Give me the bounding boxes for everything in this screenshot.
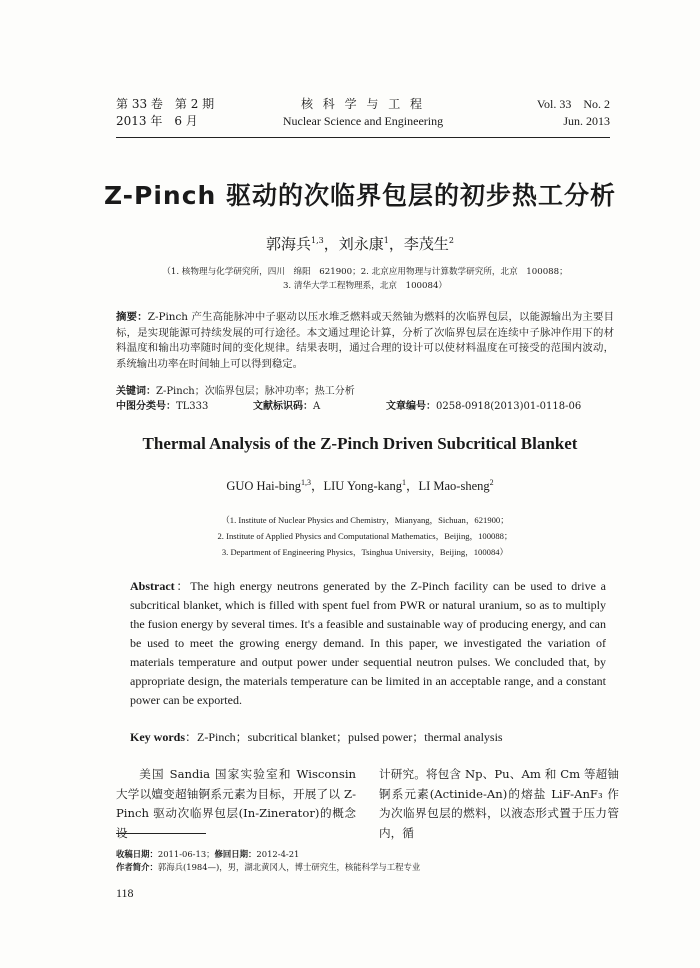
- journal-name-cn: 核 科 学 与 工 程: [300, 97, 426, 111]
- body-column-right: 计研究。将包含 Np、Pu、Am 和 Cm 等超铀锕系元素(Actinide-An)的熔盐 LiF-AnF₃ 作为次临界包层的燃料，以液态形式置于压力管内，循: [379, 767, 619, 840]
- author-3-en: ，LI Mao-sheng: [405, 479, 490, 493]
- affiliations-en: [120, 512, 610, 560]
- author-1-cn-sup: 1,3: [311, 236, 324, 245]
- article-value: 0258-0918(2013)01-0118-06: [436, 401, 582, 412]
- date-cn: 2013 年 6 月: [116, 114, 198, 128]
- received-label: 收稿日期：: [116, 849, 158, 859]
- keywords-en-label: Key words: [130, 730, 185, 744]
- clc-code: [116, 399, 209, 414]
- doc-value: A: [313, 401, 321, 412]
- article-label: 文章编号：: [386, 401, 436, 412]
- title-cn: Z-Pinch 驱动的次临界包层的初步热工分析: [103, 181, 617, 210]
- author-3-en-sup: 2: [489, 477, 494, 487]
- keywords-en-text: ：Z-Pinch；subcritical blanket；pulsed power；thermal analysis: [185, 730, 503, 744]
- page-number: 118: [116, 886, 134, 900]
- abstract-cn-text: Z-Pinch 产生高能脉冲中子驱动以压水堆乏燃料或天然铀为燃料的次临界包层，以能源输出为主要目标，是实现能源可持续发展的可行途径。本文通过理论计算，分析了次临界包层在连续中子脉冲作用下的材料温度和输出功率随时间的变化规律。结果表明，通过合理的设计可以使材料温度在可接受的范围内波动，系统输出功率在时间轴上可以得到稳定。: [116, 311, 614, 370]
- header-center: [266, 96, 460, 130]
- abstract-en: [130, 577, 606, 710]
- author-1-en-sup: 1,3: [300, 477, 311, 487]
- volume-issue-cn: 第 33 卷 第 2 期: [116, 97, 215, 111]
- author-3-cn-sup: 2: [448, 236, 454, 245]
- affiliations-cn: [120, 265, 610, 293]
- meta-cn: [116, 384, 614, 414]
- affiliation-en-line: 3. Department of Engineering Physics，Tsinghua University，Beijing，100084）: [221, 547, 509, 557]
- article-number: [386, 399, 582, 414]
- abstract-cn-label: 摘要：: [116, 311, 148, 323]
- keywords-cn-label: 关键词：: [116, 386, 156, 397]
- footnote-dates: [116, 848, 610, 861]
- authors-cn: [90, 233, 630, 254]
- header-left: [116, 96, 236, 130]
- keywords-cn: [116, 384, 614, 399]
- abstract-cn: [116, 310, 614, 372]
- doc-code: [253, 399, 321, 414]
- abstract-en-label: Abstract: [130, 579, 175, 593]
- author-bio-label: 作者简介：: [116, 862, 158, 872]
- affiliation-en-line: 2. Institute of Applied Physics and Computational Mathematics，Beijing，100088；: [217, 531, 513, 541]
- clc-value: TL333: [176, 401, 209, 412]
- running-header: [116, 96, 610, 138]
- affiliation-cn-line: 3. 清华大学工程物理系，北京 100084）: [282, 281, 448, 291]
- revised-value: 2012-4-21: [256, 849, 300, 859]
- author-3-cn: ，李茂生: [388, 235, 449, 253]
- author-2-en: ，LIU Yong-kang: [310, 479, 402, 493]
- abstract-en-text: ：The high energy neutrons generated by the Z-Pinch facility can be used to drive a subcritical blanket, which is filled with spent fuel from PWR or natural uranium, so as to multiply the fusion energy by several times. It's a feasible and sustainable way of producing energy, and can be used to meet the growing energy demand. In this paper, we investigated the variation of materials temperature and output power under sequential neutron pulses. We concluded that, by appropriate design, the materials temperature can be limited in an acceptable range, and a constant power can be exported.: [130, 579, 606, 707]
- received-value: 2011-06-13；: [157, 849, 215, 859]
- author-2-en-sup: 1: [401, 477, 406, 487]
- header-right: [490, 96, 610, 130]
- date-en: Jun. 2013: [563, 114, 610, 128]
- body-column-left: 美国 Sandia 国家实验室和 Wisconsin 大学以嬗变超铀锕系元素为目标，开展了以 Z-Pinch 驱动次临界包层(In-Zinerator)的概念设: [116, 767, 356, 840]
- author-1-en: GUO Hai-bing: [226, 479, 301, 493]
- journal-name-en: Nuclear Science and Engineering: [282, 114, 444, 128]
- author-bio-value: 郭海兵(1984—)，男，湖北黄冈人，博士研究生，核能科学与工程专业: [157, 862, 421, 872]
- keywords-en: [130, 728, 606, 746]
- author-1-cn: 郭海兵: [266, 235, 312, 253]
- title-en: Thermal Analysis of the Z-Pinch Driven Subcritical Blanket: [142, 434, 578, 453]
- author-2-cn-sup: 1: [383, 236, 389, 245]
- footnote: [116, 848, 610, 874]
- clc-label: 中图分类号：: [116, 401, 176, 412]
- volume-issue-en: Vol. 33 No. 2: [536, 97, 610, 111]
- author-2-cn: ，刘永康: [323, 235, 384, 253]
- classification-row: [116, 399, 614, 414]
- affiliation-en-line: （1. Institute of Nuclear Physics and Chemistry，Mianyang，Sichuan，621900；: [221, 515, 509, 525]
- footnote-rule: [116, 833, 206, 834]
- keywords-cn-text: Z-Pinch；次临界包层；脉冲功率；热工分析: [156, 386, 355, 397]
- header-rule: [116, 137, 610, 138]
- affiliation-cn-line: （1. 核物理与化学研究所，四川 绵阳 621900；2. 北京应用物理与计算数学研究所，北京 100088；: [162, 267, 568, 277]
- authors-en: [90, 476, 630, 494]
- footnote-author: [116, 861, 610, 874]
- revised-label: 修回日期：: [214, 849, 257, 859]
- doc-label: 文献标识码：: [253, 401, 313, 412]
